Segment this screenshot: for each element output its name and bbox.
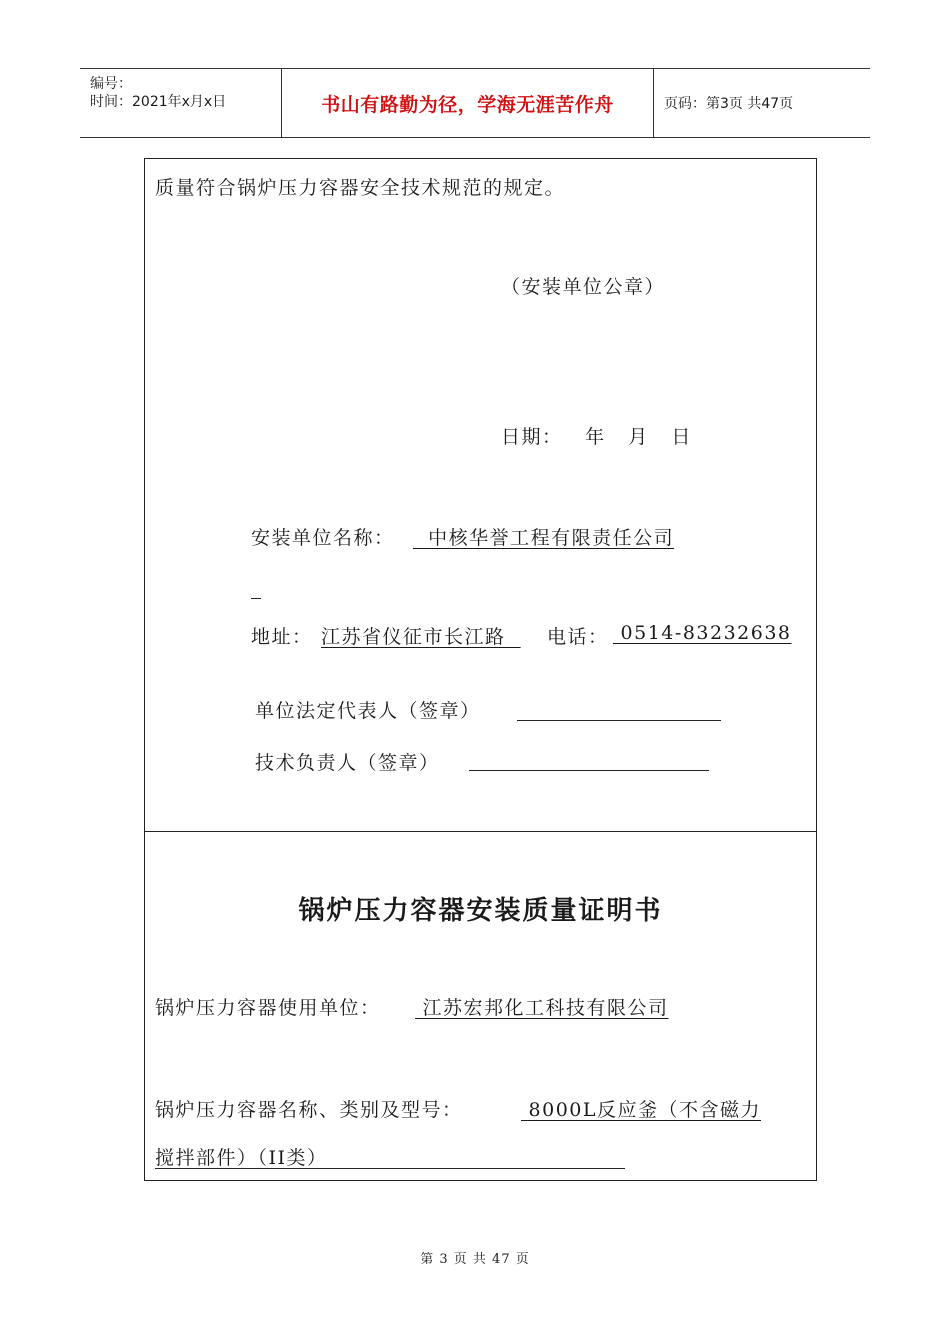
date-line: 日期： 年 月 日 — [501, 426, 692, 448]
doc-time-label: 时间：2021年x月x日 — [90, 94, 227, 110]
vessel-name-label: 锅炉压力容器名称、类别及型号： — [155, 1099, 463, 1121]
header-meta-cell — [80, 69, 282, 137]
phone-label: 电话： — [547, 626, 609, 648]
document-header — [80, 68, 870, 138]
motto-text: 书山有路勤为径，学海无涯苦作舟 — [321, 93, 614, 116]
legal-rep-signature-line — [517, 720, 721, 721]
tech-lead-signature-line — [469, 770, 709, 771]
address-label: 地址： — [251, 626, 313, 648]
phone-value: 0514-83232638 — [613, 622, 792, 644]
quality-certificate-section — [144, 830, 817, 1181]
header-motto-cell — [282, 69, 654, 137]
quality-statement: 质量符合锅炉压力容器安全技术规范的规定。 — [155, 177, 566, 199]
vessel-name-value-line1: 8000L反应釜（不含磁力 — [521, 1099, 762, 1121]
header-page-cell — [654, 69, 870, 137]
user-unit-value: 江苏宏邦化工科技有限公司 — [415, 997, 669, 1019]
tech-lead-label: 技术负责人（签章） — [255, 752, 440, 774]
install-unit-name-label: 安装单位名称： — [251, 527, 395, 549]
vessel-name-value-line2: 搅拌部件）（II类） — [155, 1147, 328, 1169]
doc-number-label: 编号： — [90, 76, 132, 92]
legal-rep-label: 单位法定代表人（签章） — [255, 700, 481, 722]
seal-placeholder: （安装单位公章） — [501, 276, 666, 298]
vessel-name-underline — [155, 1168, 625, 1169]
certificate-title: 锅炉压力容器安装质量证明书 — [298, 896, 663, 926]
install-unit-section — [144, 158, 817, 832]
install-unit-name-value: 中核华誉工程有限责任公司 — [413, 527, 675, 549]
stray-underscore — [251, 598, 261, 599]
user-unit-label: 锅炉压力容器使用单位： — [155, 997, 381, 1019]
page-info-text: 页码：第3页 共47页 — [664, 96, 794, 112]
address-value: 江苏省仪征市长江路 — [321, 626, 521, 648]
page-footer: 第 3 页 共 47 页 — [420, 1252, 530, 1267]
